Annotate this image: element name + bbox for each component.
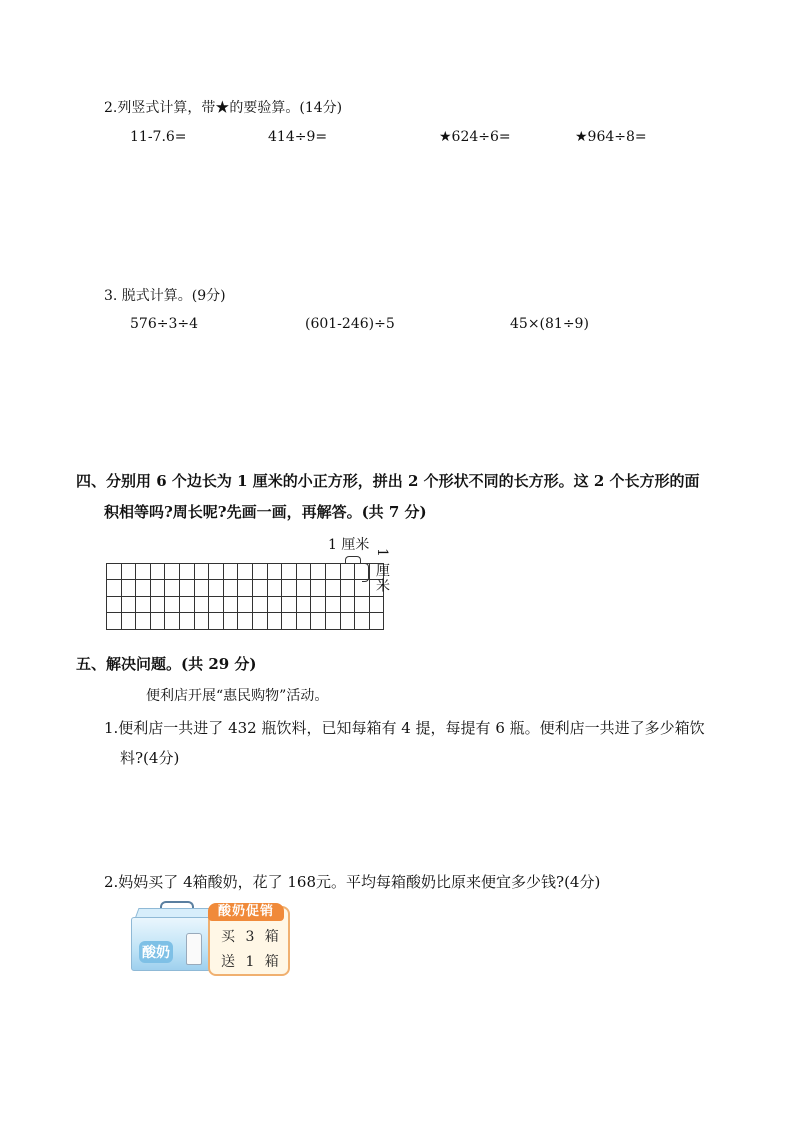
promo-line-2: 送 1 箱: [221, 954, 282, 970]
grid-cell: [267, 613, 282, 629]
grid-cell: [252, 596, 267, 612]
q5-2-text: 2.妈妈买了 4箱酸奶，花了 168元。平均每箱酸奶比原来便宜多少钱?(4分): [104, 873, 601, 891]
yogurt-bottle-icon: [186, 933, 202, 965]
grid-cell: [311, 596, 326, 612]
unit-label-vertical: 1 厘米: [374, 548, 390, 594]
grid-cell: [165, 596, 180, 612]
grid-cell: [267, 564, 282, 580]
q2-item-2: 414÷9=: [268, 129, 328, 145]
grid-cell: [296, 564, 311, 580]
grid-cell: [252, 564, 267, 580]
section5-title: 五、解决问题。(共 29 分): [76, 655, 257, 673]
grid-cell: [296, 580, 311, 596]
grid-cell: [340, 564, 355, 580]
grid-cell: [282, 564, 297, 580]
grid-cell: [136, 596, 151, 612]
grid-cell: [311, 580, 326, 596]
q2-item-3: ★624÷6=: [439, 129, 511, 145]
grid-cell: [355, 580, 370, 596]
grid-cell: [107, 564, 122, 580]
grid-cell: [150, 596, 165, 612]
grid-cell: [340, 596, 355, 612]
q3-item-1: 576÷3÷4: [130, 316, 198, 332]
grid-cell: [209, 580, 224, 596]
grid-cell: [355, 613, 370, 629]
grid-cell: [282, 613, 297, 629]
grid-cell: [150, 580, 165, 596]
q3-title: 3. 脱式计算。(9分): [104, 288, 226, 304]
grid-cell: [107, 613, 122, 629]
grid-cell: [150, 564, 165, 580]
grid-cell: [296, 596, 311, 612]
section4-line2: 积相等吗?周长呢?先画一画，再解答。(共 7 分): [104, 503, 427, 521]
q3-item-2: (601-246)÷5: [305, 316, 395, 332]
grid-cell: [121, 564, 136, 580]
grid-cell: [355, 596, 370, 612]
q5-1-line1: 1.便利店一共进了 432 瓶饮料，已知每箱有 4 提，每提有 6 瓶。便利店一共进了多少箱饮: [104, 719, 705, 737]
grid-cell: [136, 580, 151, 596]
grid-cell: [179, 613, 194, 629]
square-grid: [106, 563, 384, 630]
grid-cell: [209, 613, 224, 629]
grid-cell: [238, 596, 253, 612]
grid-cell: [325, 580, 340, 596]
grid-cell: [238, 564, 253, 580]
grid-cell: [194, 596, 209, 612]
grid-cell: [107, 580, 122, 596]
grid-cell: [194, 613, 209, 629]
grid-cell: [252, 580, 267, 596]
grid-cell: [179, 596, 194, 612]
section5-intro: 便利店开展“惠民购物”活动。: [146, 688, 329, 704]
grid-cell: [282, 580, 297, 596]
unit-label-horizontal: 1 厘米: [328, 537, 370, 553]
yogurt-box-label: 酸奶: [139, 941, 173, 963]
grid-cell: [311, 613, 326, 629]
grid-cell: [209, 564, 224, 580]
grid-cell: [121, 580, 136, 596]
section4-line1: 四、分别用 6 个边长为 1 厘米的小正方形，拼出 2 个形状不同的长方形。这 2 个长方形的面: [76, 472, 700, 490]
grid-cell: [136, 564, 151, 580]
grid-cell: [296, 613, 311, 629]
grid-cell: [223, 596, 238, 612]
grid-cell: [340, 580, 355, 596]
grid-cell: [209, 596, 224, 612]
grid-cell: [165, 613, 180, 629]
grid-cell: [238, 580, 253, 596]
grid-cell: [136, 613, 151, 629]
grid-cell: [267, 580, 282, 596]
grid-cell: [267, 596, 282, 612]
grid-cell: [179, 564, 194, 580]
q3-item-3: 45×(81÷9): [510, 316, 589, 332]
q5-1-line2: 料?(4分): [120, 749, 180, 767]
unit-brace-vertical: [362, 563, 369, 582]
grid-cell: [121, 596, 136, 612]
q2-title: 2.列竖式计算，带★的要验算。(14分): [104, 100, 343, 116]
grid-cell: [325, 613, 340, 629]
grid-cell: [223, 564, 238, 580]
grid-cell: [223, 580, 238, 596]
promo-line-1: 买 3 箱: [221, 929, 282, 945]
grid-cell: [369, 596, 384, 612]
q2-item-4: ★964÷8=: [575, 129, 647, 145]
grid-cell: [194, 564, 209, 580]
grid-cell: [325, 564, 340, 580]
grid-cell: [369, 613, 384, 629]
unit-brace-horizontal: [345, 556, 361, 563]
grid-cell: [340, 613, 355, 629]
grid-cell: [252, 613, 267, 629]
grid-cell: [165, 564, 180, 580]
grid-cell: [311, 564, 326, 580]
grid-cell: [325, 596, 340, 612]
promo-title: 酸奶促销: [208, 903, 284, 921]
grid-cell: [150, 613, 165, 629]
grid-cell: [194, 580, 209, 596]
grid-cell: [121, 613, 136, 629]
q2-item-1: 11-7.6=: [130, 129, 187, 145]
grid-cell: [165, 580, 180, 596]
grid-cell: [238, 613, 253, 629]
grid-cell: [179, 580, 194, 596]
grid-cell: [107, 596, 122, 612]
grid-cell: [282, 596, 297, 612]
grid-cell: [223, 613, 238, 629]
